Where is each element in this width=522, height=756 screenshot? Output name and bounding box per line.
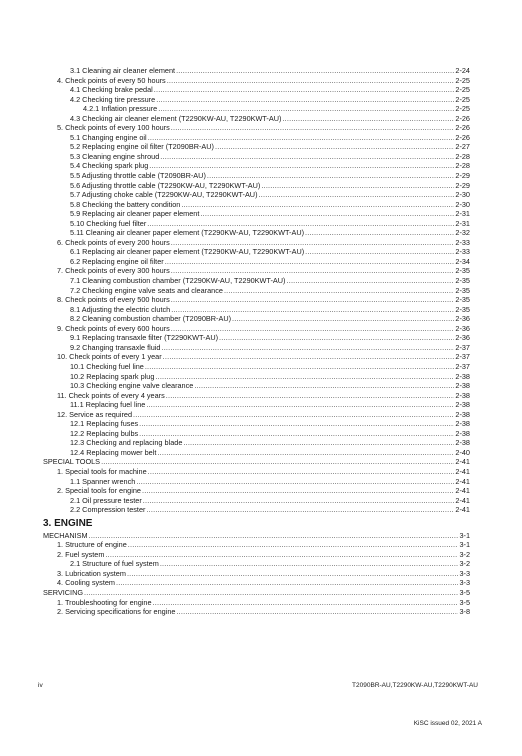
toc-entry-page: 2-26 xyxy=(455,113,470,123)
toc-entry xyxy=(43,410,470,420)
toc-entry-page: 2-41 xyxy=(455,486,470,496)
toc-entry xyxy=(43,438,470,448)
toc-entry-page: 2-30 xyxy=(455,199,470,209)
toc-entry-title: 11. Check points of every 4 years xyxy=(57,390,165,400)
toc-entry-page: 2-38 xyxy=(455,438,470,448)
toc-entry xyxy=(43,531,470,541)
toc-entry-page: 2-38 xyxy=(455,381,470,391)
toc-entry xyxy=(43,95,470,105)
toc-entry-page: 2-41 xyxy=(455,466,470,476)
toc-entry xyxy=(43,391,470,401)
toc-entry xyxy=(43,486,470,496)
toc-section-3 xyxy=(43,531,470,617)
toc-entry xyxy=(43,429,470,439)
toc-entry-title: 5.1 Changing engine oil xyxy=(70,132,147,142)
toc-entry-page: 2-37 xyxy=(455,352,470,362)
toc-entry-page: 2-24 xyxy=(455,66,470,75)
toc-entry-page: 2-35 xyxy=(455,276,470,286)
dot-leader xyxy=(160,559,459,569)
toc-entry xyxy=(43,85,470,95)
toc-entry-title: 3.1 Cleaning air cleaner element xyxy=(70,66,176,75)
toc-entry xyxy=(43,257,470,267)
dot-leader xyxy=(127,569,459,579)
toc-entry-title: 7.1 Cleaning combustion chamber (T2290KW-AU, T2290KWT-AU) xyxy=(70,276,286,286)
toc-entry-title: 5.9 Replacing air cleaner paper element xyxy=(70,209,200,219)
issued-note: KiSC issued 02, 2021 A xyxy=(413,720,482,727)
toc-entry-page: 2-25 xyxy=(455,104,470,114)
dot-leader xyxy=(171,295,455,305)
dot-leader xyxy=(145,362,455,372)
toc-entry-title: 1.1 Spanner wrench xyxy=(70,476,136,486)
toc-entry xyxy=(43,457,470,467)
toc-entry xyxy=(43,505,470,515)
dot-leader xyxy=(181,200,454,210)
toc-entry-page: 3-2 xyxy=(459,549,470,559)
toc-entry-page: 2-36 xyxy=(455,314,470,324)
toc-entry-title: 6. Check points of every 200 hours xyxy=(57,237,170,247)
dot-leader xyxy=(171,123,455,133)
toc-entry xyxy=(43,559,470,569)
toc-entry-page: 2-36 xyxy=(455,323,470,333)
toc-entry xyxy=(43,372,470,382)
toc-entry-page: 2-38 xyxy=(455,400,470,410)
toc-entry-page: 2-38 xyxy=(455,428,470,438)
toc-entry-title: 5.6 Adjusting throttle cable (T2290KW-AU, T2290KWT-AU) xyxy=(70,180,261,190)
toc-entry xyxy=(43,142,470,152)
toc-entry-page: 3-1 xyxy=(459,530,470,540)
toc-entry-title: 5.3 Cleaning engine shroud xyxy=(70,151,160,161)
toc-entry-page: 2-28 xyxy=(455,161,470,171)
toc-entry-page: 2-38 xyxy=(455,419,470,429)
toc-entry-page: 2-29 xyxy=(455,180,470,190)
toc-entry-page: 2-35 xyxy=(455,285,470,295)
footer-models: T2090BR-AU,T2290KW-AU,T2290KWT-AU xyxy=(352,682,478,689)
toc-entry-title: 12. Service as required xyxy=(57,409,133,419)
toc-entry-title: 4.2 Checking tire pressure xyxy=(70,94,156,104)
toc-entry-page: 2-25 xyxy=(455,85,470,95)
dot-leader xyxy=(89,531,459,541)
dot-leader xyxy=(154,85,455,95)
toc-entry-title: 1. Troubleshooting for engine xyxy=(57,597,152,607)
toc-entry-title: 9.2 Changing transaxle fluid xyxy=(70,342,161,352)
toc-entry xyxy=(43,104,470,114)
toc-entry xyxy=(43,161,470,171)
toc-entry-title: 5.11 Cleaning air cleaner paper element (T2290KW-AU, T2290KWT-AU) xyxy=(70,228,305,238)
toc-entry-page: 2-29 xyxy=(455,171,470,181)
toc-entry-page: 2-36 xyxy=(455,333,470,343)
toc-entry-title: 2. Fuel system xyxy=(57,549,105,559)
footer-page-number: iv xyxy=(38,682,43,689)
dot-leader xyxy=(282,114,454,124)
dot-leader xyxy=(160,152,454,162)
toc-entry-page: 2-33 xyxy=(455,247,470,257)
toc-entry xyxy=(43,477,470,487)
toc-entry xyxy=(43,419,470,429)
toc-entry-page: 2-38 xyxy=(455,390,470,400)
toc-entry-title: 8. Check points of every 500 hours xyxy=(57,295,170,305)
toc-entry-title: 8.1 Adjusting the electric clutch xyxy=(70,304,171,314)
toc-entry-page: 2-31 xyxy=(455,218,470,228)
toc-entry xyxy=(43,305,470,315)
toc-entry-page: 2-41 xyxy=(455,505,470,515)
dot-leader xyxy=(153,598,459,608)
toc-entry xyxy=(43,190,470,200)
toc-entry-page: 2-37 xyxy=(455,361,470,371)
toc-entry-title: 2. Special tools for engine xyxy=(57,486,141,496)
toc-entry-title: 7. Check points of every 300 hours xyxy=(57,266,170,276)
toc-entry-title: 5.4 Checking spark plug xyxy=(70,161,149,171)
dot-leader xyxy=(148,467,455,477)
toc-entry-page: 3-1 xyxy=(459,540,470,550)
toc-entry-title: 8.2 Cleaning combustion chamber (T2090BR-AU) xyxy=(70,314,232,324)
toc-entry xyxy=(43,228,470,238)
toc-entry xyxy=(43,550,470,560)
dot-leader xyxy=(183,438,454,448)
dot-leader xyxy=(219,333,454,343)
toc-entry xyxy=(43,171,470,181)
toc-entry-title: 2. Servicing specifications for engine xyxy=(57,607,176,617)
dot-leader xyxy=(101,457,454,467)
toc-entry xyxy=(43,343,470,353)
toc-entry xyxy=(43,333,470,343)
dot-leader xyxy=(176,66,454,76)
toc-entry xyxy=(43,276,470,286)
toc-entry-title: 2.1 Structure of fuel system xyxy=(70,559,159,569)
toc-section-2 xyxy=(43,66,470,515)
toc-entry xyxy=(43,181,470,191)
toc-entry-page: 2-34 xyxy=(455,256,470,266)
dot-leader xyxy=(157,448,454,458)
toc-entry-title: 4.3 Checking air cleaner element (T2290KW-AU, T2290KWT-AU) xyxy=(70,113,282,123)
toc-entry-page: 3-3 xyxy=(459,568,470,578)
toc-entry xyxy=(43,133,470,143)
toc-entry xyxy=(43,295,470,305)
toc-entry-page: 2-32 xyxy=(455,228,470,238)
toc-entry-page: 2-38 xyxy=(455,409,470,419)
dot-leader xyxy=(171,324,455,334)
dot-leader xyxy=(305,228,454,238)
toc-entry xyxy=(43,362,470,372)
toc-entry-title: 5.5 Adjusting throttle cable (T2090BR-AU) xyxy=(70,171,206,181)
toc-entry-title: 5.2 Replacing engine oil filter (T2090BR-AU) xyxy=(70,142,214,152)
toc-entry-title: MECHANISM xyxy=(43,530,88,540)
toc-entry-title: 9.1 Replacing transaxle filter (T2290KWT-AU) xyxy=(70,333,219,343)
dot-leader xyxy=(171,305,454,315)
toc-entry xyxy=(43,266,470,276)
toc-entry xyxy=(43,66,470,76)
toc-entry xyxy=(43,314,470,324)
toc-entry xyxy=(43,123,470,133)
toc-entry-page: 2-26 xyxy=(455,132,470,142)
toc-entry-page: 2-40 xyxy=(455,447,470,457)
dot-leader xyxy=(207,171,455,181)
toc-entry xyxy=(43,578,470,588)
toc-entry-title: 5.7 Adjusting choke cable (T2290KW-AU, T2290KWT-AU) xyxy=(70,190,258,200)
toc-entry-page: 2-30 xyxy=(455,190,470,200)
toc-entry-page: 3-5 xyxy=(459,597,470,607)
toc-entry xyxy=(43,400,470,410)
toc-entry xyxy=(43,286,470,296)
toc-entry xyxy=(43,588,470,598)
toc-entry-title: 1. Structure of engine xyxy=(57,540,127,550)
toc-entry-title: 10. Check points of every 1 year xyxy=(57,352,162,362)
toc-entry-title: 5.10 Checking fuel filter xyxy=(70,218,147,228)
dot-leader xyxy=(161,343,454,353)
toc-entry xyxy=(43,209,470,219)
dot-leader xyxy=(116,578,458,588)
dot-leader xyxy=(224,286,454,296)
toc-entry-page: 3-5 xyxy=(459,587,470,597)
toc-entry-page: 2-25 xyxy=(455,75,470,85)
toc-entry xyxy=(43,381,470,391)
toc-entry-page: 2-41 xyxy=(455,457,470,467)
toc-entry-title: 9. Check points of every 600 hours xyxy=(57,323,170,333)
toc-entry xyxy=(43,114,470,124)
dot-leader xyxy=(148,133,455,143)
toc-entry-title: 10.1 Checking fuel line xyxy=(70,361,144,371)
dot-leader xyxy=(142,486,454,496)
toc-entry xyxy=(43,352,470,362)
toc-entry-page: 2-35 xyxy=(455,266,470,276)
toc-entry-page: 2-37 xyxy=(455,342,470,352)
toc-entry-page: 2-26 xyxy=(455,123,470,133)
toc-entry-page: 2-31 xyxy=(455,209,470,219)
toc-entry xyxy=(43,540,470,550)
toc-entry-page: 2-38 xyxy=(455,371,470,381)
toc-entry xyxy=(43,247,470,257)
toc-entry xyxy=(43,569,470,579)
toc-entry-title: 4. Check points of every 50 hours xyxy=(57,75,166,85)
toc-entry-title: SPECIAL TOOLS xyxy=(43,457,101,467)
toc-entry-title: 10.3 Checking engine valve clearance xyxy=(70,381,194,391)
toc-entry-title: 5. Check points of every 100 hours xyxy=(57,123,170,133)
section-heading: 3. ENGINE xyxy=(43,517,93,529)
toc-entry-title: 3. Lubrication system xyxy=(57,568,126,578)
dot-leader xyxy=(194,381,454,391)
dot-leader xyxy=(171,266,455,276)
dot-leader xyxy=(259,190,455,200)
toc-entry-page: 3-3 xyxy=(459,578,470,588)
toc-entry-title: 10.2 Replacing spark plug xyxy=(70,371,155,381)
toc-entry-page: 2-41 xyxy=(455,476,470,486)
dot-leader xyxy=(158,104,454,114)
dot-leader xyxy=(232,314,454,324)
dot-leader xyxy=(200,209,454,219)
toc-entry xyxy=(43,238,470,248)
dot-leader xyxy=(171,238,455,248)
toc-entry-title: 12.3 Checking and replacing blade xyxy=(70,438,183,448)
dot-leader xyxy=(147,219,454,229)
dot-leader xyxy=(143,496,455,506)
toc-entry-page: 2-25 xyxy=(455,94,470,104)
toc-entry-title: 1. Special tools for machine xyxy=(57,466,147,476)
toc-entry-page: 2-27 xyxy=(455,142,470,152)
toc-entry xyxy=(43,448,470,458)
toc-entry xyxy=(43,598,470,608)
toc-entry-title: 2.2 Compression tester xyxy=(70,505,146,515)
toc-entry-title: 12.4 Replacing mower belt xyxy=(70,447,157,457)
toc-entry xyxy=(43,200,470,210)
dot-leader xyxy=(146,400,454,410)
dot-leader xyxy=(166,391,455,401)
dot-leader xyxy=(84,588,458,598)
dot-leader xyxy=(261,181,454,191)
toc-entry xyxy=(43,76,470,86)
toc-entry-title: 6.2 Replacing engine oil filter xyxy=(70,256,164,266)
toc-entry-title: 11.1 Replacing fuel line xyxy=(70,400,146,410)
toc-entry-page: 3-8 xyxy=(459,607,470,617)
dot-leader xyxy=(215,142,454,152)
toc-entry-page: 2-28 xyxy=(455,151,470,161)
dot-leader xyxy=(136,477,454,487)
toc-entry-title: 12.1 Replacing fuses xyxy=(70,419,139,429)
dot-leader xyxy=(128,540,459,550)
dot-leader xyxy=(163,352,455,362)
toc-entry-title: 4.1 Checking brake pedal xyxy=(70,85,153,95)
dot-leader xyxy=(167,76,455,86)
dot-leader xyxy=(105,550,458,560)
toc-entry-page: 2-33 xyxy=(455,237,470,247)
dot-leader xyxy=(156,95,454,105)
toc-entry-title: 2.1 Oil pressure tester xyxy=(70,495,142,505)
table-of-contents xyxy=(43,66,470,617)
toc-entry-title: SERVICING xyxy=(43,587,84,597)
toc-entry xyxy=(43,607,470,617)
dot-leader xyxy=(146,505,454,515)
toc-entry xyxy=(43,496,470,506)
dot-leader xyxy=(287,276,455,286)
toc-entry xyxy=(43,152,470,162)
toc-entry xyxy=(43,324,470,334)
toc-entry-title: 5.8 Checking the battery condition xyxy=(70,199,181,209)
dot-leader xyxy=(139,429,454,439)
toc-entry-page: 2-35 xyxy=(455,304,470,314)
toc-entry-title: 12.2 Replacing bulbs xyxy=(70,428,139,438)
toc-entry xyxy=(43,467,470,477)
dot-leader xyxy=(139,419,454,429)
toc-entry-title: 4. Cooling system xyxy=(57,578,115,588)
dot-leader xyxy=(155,372,454,382)
toc-entry-page: 3-2 xyxy=(459,559,470,569)
dot-leader xyxy=(133,410,454,420)
dot-leader xyxy=(165,257,455,267)
toc-entry-page: 2-35 xyxy=(455,295,470,305)
toc-entry-title: 4.2.1 Inflation pressure xyxy=(83,104,158,114)
dot-leader xyxy=(305,247,454,257)
toc-entry-title: 7.2 Checking engine valve seats and clearance xyxy=(70,285,223,295)
toc-entry-page: 2-41 xyxy=(455,495,470,505)
dot-leader xyxy=(149,161,454,171)
toc-entry-title: 6.1 Replacing air cleaner paper element (T2290KW-AU, T2290KWT-AU) xyxy=(70,247,305,257)
dot-leader xyxy=(176,607,458,617)
toc-entry xyxy=(43,219,470,229)
